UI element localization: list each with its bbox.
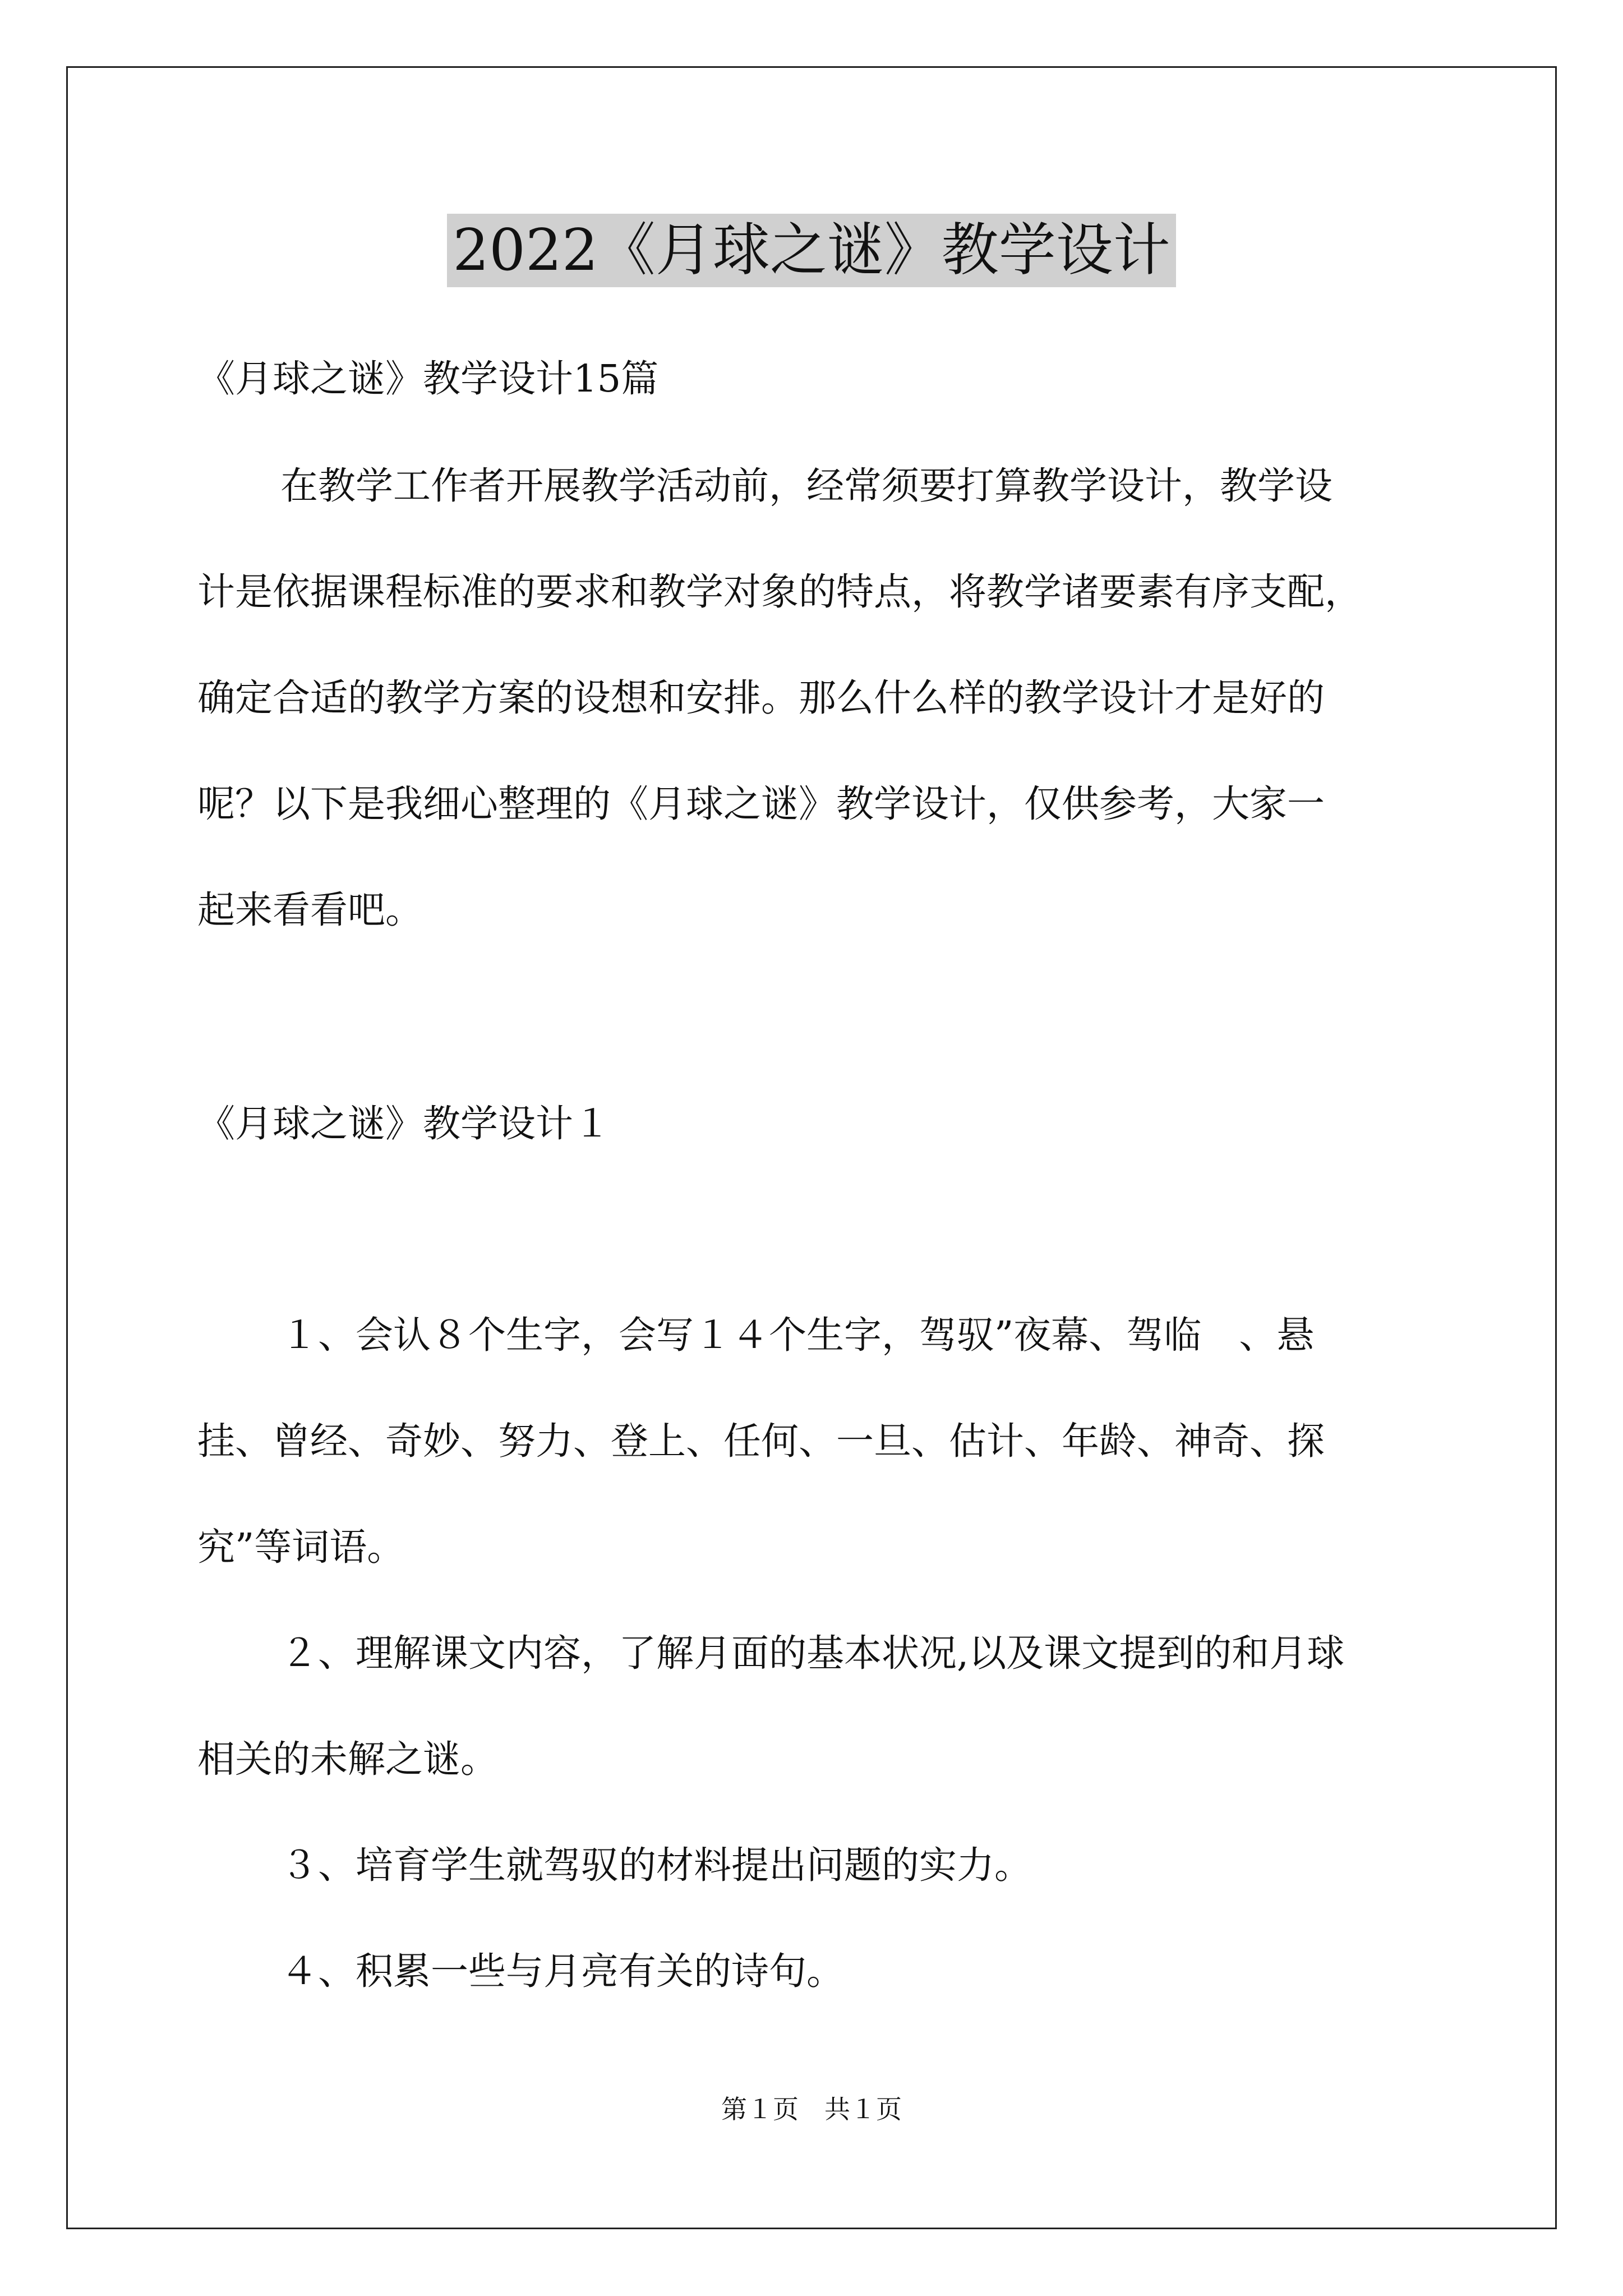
objective-line: １、会认８个生字，会写１４个生字，驾驭”夜幕、驾临 、悬 [280, 1313, 1315, 1357]
objective-line: 究”等词语。 [197, 1525, 405, 1569]
objective-line: ３、培育学生就驾驭的材料提出问题的实力。 [280, 1843, 1032, 1887]
objective-line: ２、理解课文内容，了解月面的基本状况,以及课文提到的和月球 [280, 1631, 1345, 1675]
document-subtitle: 《月球之谜》教学设计15篇 [197, 357, 659, 401]
intro-line: 呢？以下是我细心整理的《月球之谜》教学设计，仅供参考，大家一 [197, 782, 1325, 826]
document-title [0, 209, 1623, 293]
objective-line: 挂、曾经、奇妙、努力、登上、任何、一旦、估计、年龄、神奇、探 [197, 1419, 1325, 1463]
document-title-text: 2022《月球之谜》教学设计 [447, 214, 1176, 287]
objective-line: ４、积累一些与月亮有关的诗句。 [280, 1949, 844, 1993]
intro-line: 计是依据课程标准的要求和教学对象的特点，将教学诸要素有序支配， [197, 570, 1362, 614]
intro-line: 在教学工作者开展教学活动前，经常须要打算教学设计，教学设 [280, 464, 1332, 508]
objective-line: 相关的未解之谜。 [197, 1737, 498, 1781]
page-footer: 第１页 共１页 [721, 2094, 902, 2124]
intro-line: 起来看看吧。 [197, 888, 423, 932]
intro-line: 确定合适的教学方案的设想和安排。那么什么样的教学设计才是好的 [197, 676, 1325, 720]
section-heading: 《月球之谜》教学设计１ [197, 1102, 611, 1145]
